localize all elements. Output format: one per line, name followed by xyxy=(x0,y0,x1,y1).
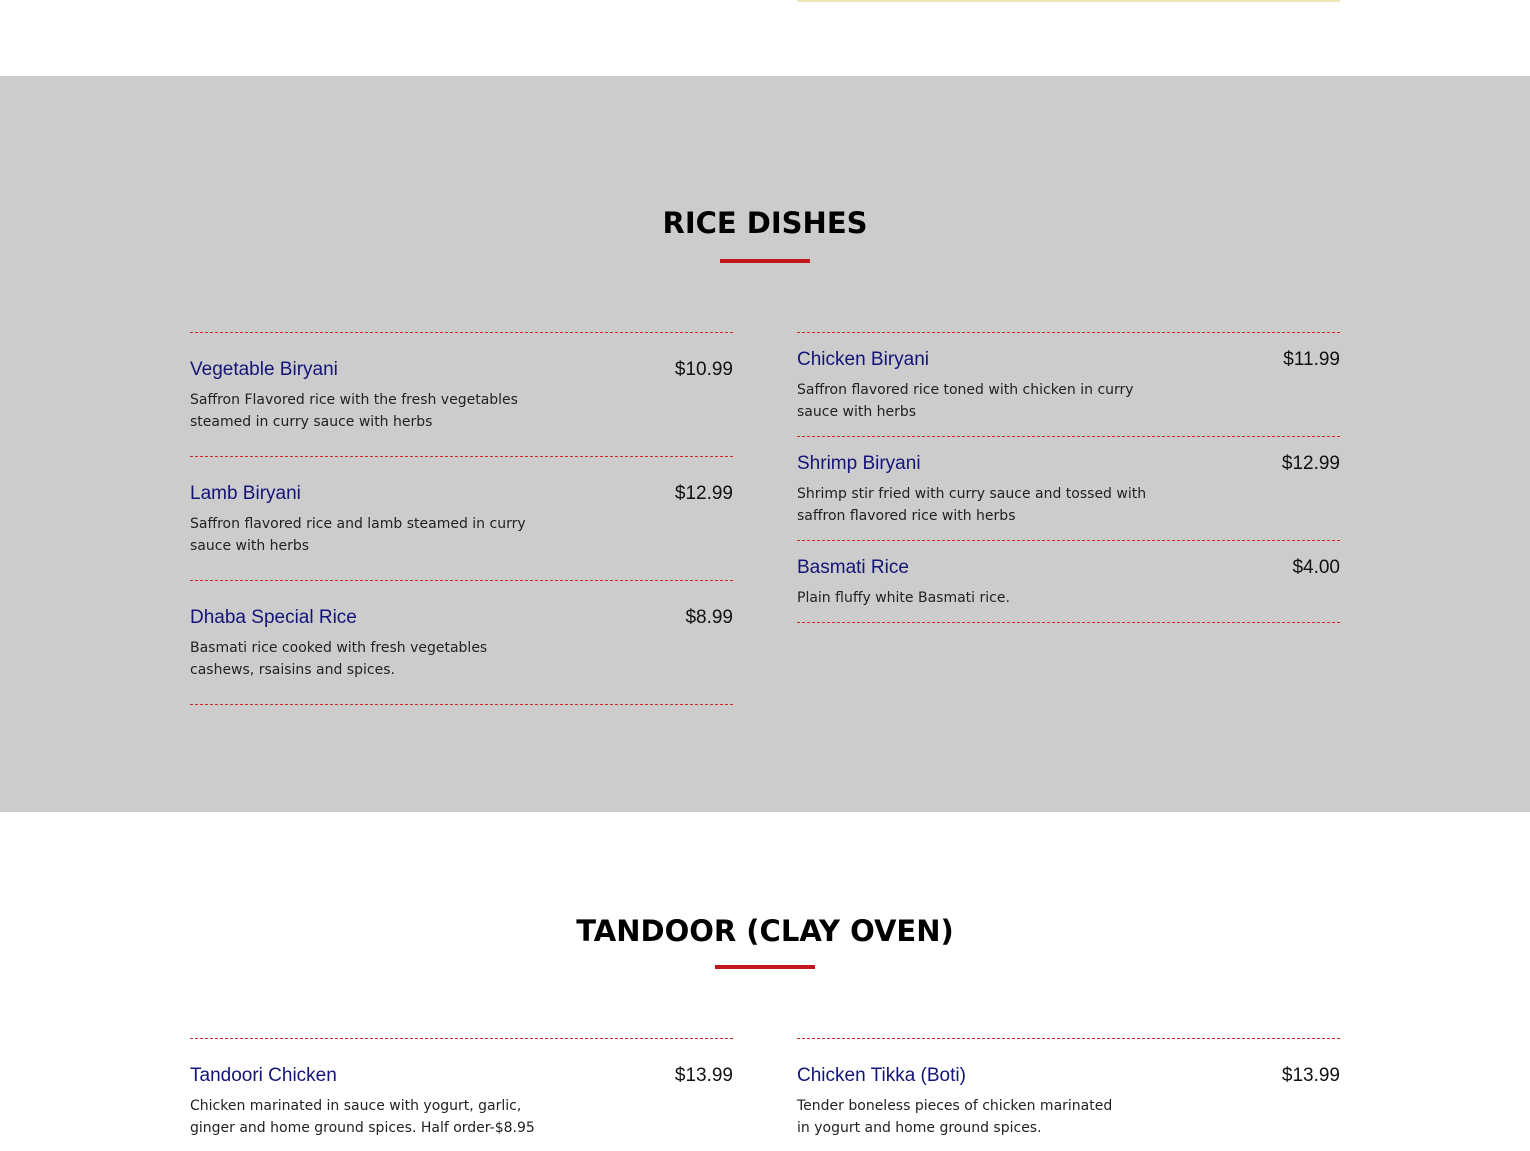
menu-item xyxy=(797,1039,1340,1151)
item-name: Chicken Tikka (Boti) xyxy=(797,1065,966,1086)
item-name: Dhaba Special Rice xyxy=(190,607,357,628)
item-description: Saffron flavored rice toned with chicken in curry sauce with herbs xyxy=(797,382,1134,420)
item-description: Basmati rice cooked with fresh vegetables cashews, rsaisins and spices. xyxy=(190,640,488,678)
item-price: $4.00 xyxy=(1292,557,1340,578)
top-band xyxy=(0,0,1530,76)
section-title-tandoor: TANDOOR (CLAY OVEN) xyxy=(576,914,954,948)
item-name: Shrimp Biryani xyxy=(797,453,921,474)
item-price: $12.99 xyxy=(1281,453,1340,474)
item-price: $13.99 xyxy=(674,1065,733,1086)
divider xyxy=(190,704,733,705)
item-name: Chicken Biryani xyxy=(797,349,929,370)
item-price: $8.99 xyxy=(685,607,733,628)
menu-item xyxy=(190,333,733,456)
menu-item xyxy=(797,333,1340,436)
tandoor-section xyxy=(0,812,1530,1151)
rice-dishes-section xyxy=(0,76,1530,812)
menu-column-left xyxy=(190,1038,733,1151)
menu-item xyxy=(190,1039,733,1151)
item-name: Vegetable Biryani xyxy=(190,359,338,380)
item-price: $11.99 xyxy=(1283,349,1340,370)
item-price: $12.99 xyxy=(674,483,733,504)
item-name: Lamb Biryani xyxy=(190,483,301,504)
divider xyxy=(797,622,1340,623)
item-price: $10.99 xyxy=(674,359,733,380)
menu-item xyxy=(797,541,1340,622)
item-description: Shrimp stir fried with curry sauce and tossed with saffron flavored rice with herbs xyxy=(797,486,1147,524)
item-description: Tender boneless pieces of chicken marinated in yogurt and home ground spices. xyxy=(797,1098,1113,1136)
section-title-rice: RICE DISHES xyxy=(662,206,868,240)
menu-item xyxy=(797,437,1340,540)
title-underline xyxy=(720,259,810,263)
item-name: Tandoori Chicken xyxy=(190,1065,337,1086)
menu-item xyxy=(190,581,733,704)
menu-column-left xyxy=(190,332,733,705)
item-description: Saffron flavored rice and lamb steamed in curry sauce with herbs xyxy=(190,516,526,554)
item-name: Basmati Rice xyxy=(797,557,909,578)
item-description: Chicken marinated in sauce with yogurt, garlic, ginger and home ground spices. Half order-$8.95 xyxy=(190,1098,535,1136)
title-underline xyxy=(715,965,815,969)
menu-column-right xyxy=(797,1038,1340,1151)
item-description: Plain fluffy white Basmati rice. xyxy=(797,590,1010,606)
menu-column-right xyxy=(797,332,1340,623)
item-description: Saffron Flavored rice with the fresh vegetables steamed in curry sauce with herbs xyxy=(190,392,518,430)
item-price: $13.99 xyxy=(1281,1065,1340,1086)
menu-item xyxy=(190,457,733,580)
top-image-edge xyxy=(797,0,1340,2)
